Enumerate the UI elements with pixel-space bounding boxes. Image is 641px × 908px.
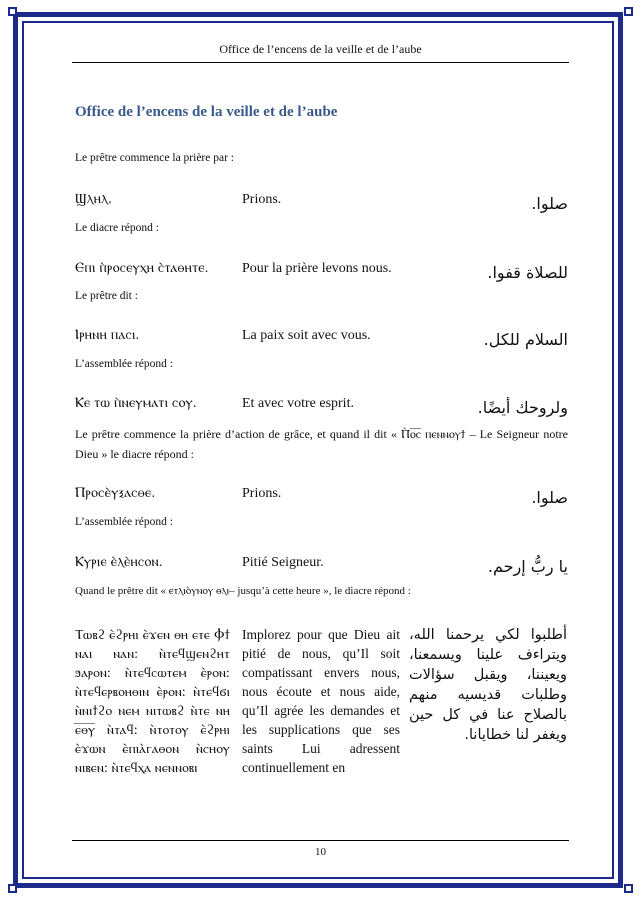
arabic-text: للصلاة قفوا. — [487, 263, 568, 282]
prayer-french-column: Implorez pour que Dieu ait pitié de nous, qu’Il soit compatissant envers nous, nous écoute et nous aide, qu’Il agrée les demandes et les supplications que ses saints Lui adressent continuellement en — [242, 627, 400, 775]
exchange-row — [75, 555, 568, 577]
coptic-text: Ⲉⲡⲓ ⲡ̀ⲣⲟⲥⲉⲩⲭⲏ ⲥ̀ⲧⲁⲑⲏⲧⲉ. — [75, 261, 209, 276]
coptic-text: Ϣⲗⲏⲗ. — [75, 192, 112, 207]
exchange-row — [75, 486, 568, 508]
section-title: Office de l’encens de la veille et de l’aube — [75, 104, 338, 120]
header-rule — [72, 62, 569, 63]
border-corner-bottom-right — [624, 884, 633, 893]
arabic-text: السلام للكل. — [483, 330, 568, 349]
french-text: Pitié Seigneur. — [242, 555, 324, 570]
arabic-text: صلوا. — [531, 488, 568, 507]
rubric-note: Le prêtre dit : — [75, 290, 138, 302]
prayer-coptic-column: Ⲧⲱⲃϩ ⲉ̀ϩⲣⲏⲓ ⲉ̀ϫⲉⲛ ⲑⲏ ⲉⲧⲉ Ⲫϯ ⲛⲁⲓ ⲛⲁⲛ: ⲛ̀ⲧⲉϥϣⲉⲛϩⲏⲧ ϧⲁⲣⲟⲛ: ⲛ̀ⲧⲉϥⲥⲱⲧⲉⲙ ⲉ̀ⲣⲟⲛ: ⲛ̀ⲧⲉϥⲉⲣⲃⲟⲏⲑⲓⲛ ⲉ̀ⲣⲟⲛ: ⲛ̀ⲧⲉϥϭⲓ ⲛ̀ⲛⲓϯϩⲟ ⲛⲉⲙ ⲛⲓⲧⲱⲃϩ ⲛ̀ⲧⲉ ⲛⲏ ⲉ̅ⲑ̅ⲩ̅ ⲛ̀ⲧⲁϥ: ⲛ̀ⲧⲟⲧⲟⲩ ⲉ̀ϩⲣⲏⲓ ⲉ̀ϫⲱⲛ ⲉ̀ⲡⲓⲁ̀ⲅⲁⲑⲟⲛ ⲛ̀ⲥⲏⲟⲩ ⲛⲓⲃⲉⲛ: ⲛ̀ⲧⲉϥⲭⲁ ⲛⲉⲛⲛⲟⲃⲓ — [75, 627, 230, 775]
rubric-note: L’assemblée répond : — [75, 516, 173, 528]
rubric-note: L’assemblée répond : — [75, 358, 173, 370]
french-text: Prions. — [242, 486, 282, 501]
prayer-arabic-column: أطلبوا لكي يرحمنا الله، ويتراءف علينا ويسمعنا، ويعيننا، ويقبل سؤالات وطلبات قديسيه منهم بالصلاح عنا في كل حين ويغفر لنا خطايانا. — [409, 627, 567, 743]
border-corner-bottom-left — [8, 884, 17, 893]
coptic-text: Ⲕⲉ ⲧⲱ ⲡ̀ⲛⲉⲩⲙⲁⲧⲓ ⲥⲟⲩ. — [75, 396, 197, 411]
rubric-note: Le diacre répond : — [75, 222, 159, 234]
exchange-row — [75, 192, 568, 214]
french-text: Pour la prière levons nous. — [242, 261, 392, 276]
coptic-text: Ⲡⲣⲟⲥⲉ̀ⲩⲝⲁⲥⲑⲉ. — [75, 486, 156, 501]
exchange-row — [75, 328, 568, 350]
exchange-row — [75, 396, 568, 418]
french-text: Prions. — [242, 192, 282, 207]
thanksgiving-note: Le prêtre commence la prière d’action de grâce, et quand il dit « Ⲡ̀ⲟ̅ⲥ̅ ⲡⲉⲛⲛⲟⲩϯ – Le Seigneur notre Dieu » le diacre répond : — [75, 427, 568, 461]
french-text: La paix soit avec vous. — [242, 328, 371, 343]
running-header: Office de l’encens de la veille et de l’aube — [219, 42, 422, 56]
coptic-text: Ⲕⲩⲣⲓⲉ ⲉ̀ⲗⲉ̀ⲏⲥⲟⲛ. — [75, 555, 163, 570]
border-corner-top-right — [624, 7, 633, 16]
page-number: 10 — [315, 846, 326, 858]
border-corner-top-left — [8, 7, 17, 16]
french-text: Et avec votre esprit. — [242, 396, 354, 411]
arabic-text: ولروحك أيضًا. — [477, 398, 568, 417]
footer-rule — [72, 840, 569, 841]
rubric-note: Quand le prêtre dit « ⲉⲧⲗⲓⲟ̀ⲩⲛⲟⲩ ⲑⲗⲓ– jusqu’à cette heure », le diacre répond : — [75, 585, 411, 597]
coptic-text: Ⲓⲣⲏⲛⲏ ⲡⲁⲥⲓ. — [75, 328, 140, 343]
arabic-text: يا ربُّ إرحم. — [487, 557, 568, 576]
arabic-text: صلوا. — [531, 194, 568, 213]
intro-note: Le prêtre commence la prière par : — [75, 152, 234, 164]
exchange-row — [75, 261, 568, 283]
